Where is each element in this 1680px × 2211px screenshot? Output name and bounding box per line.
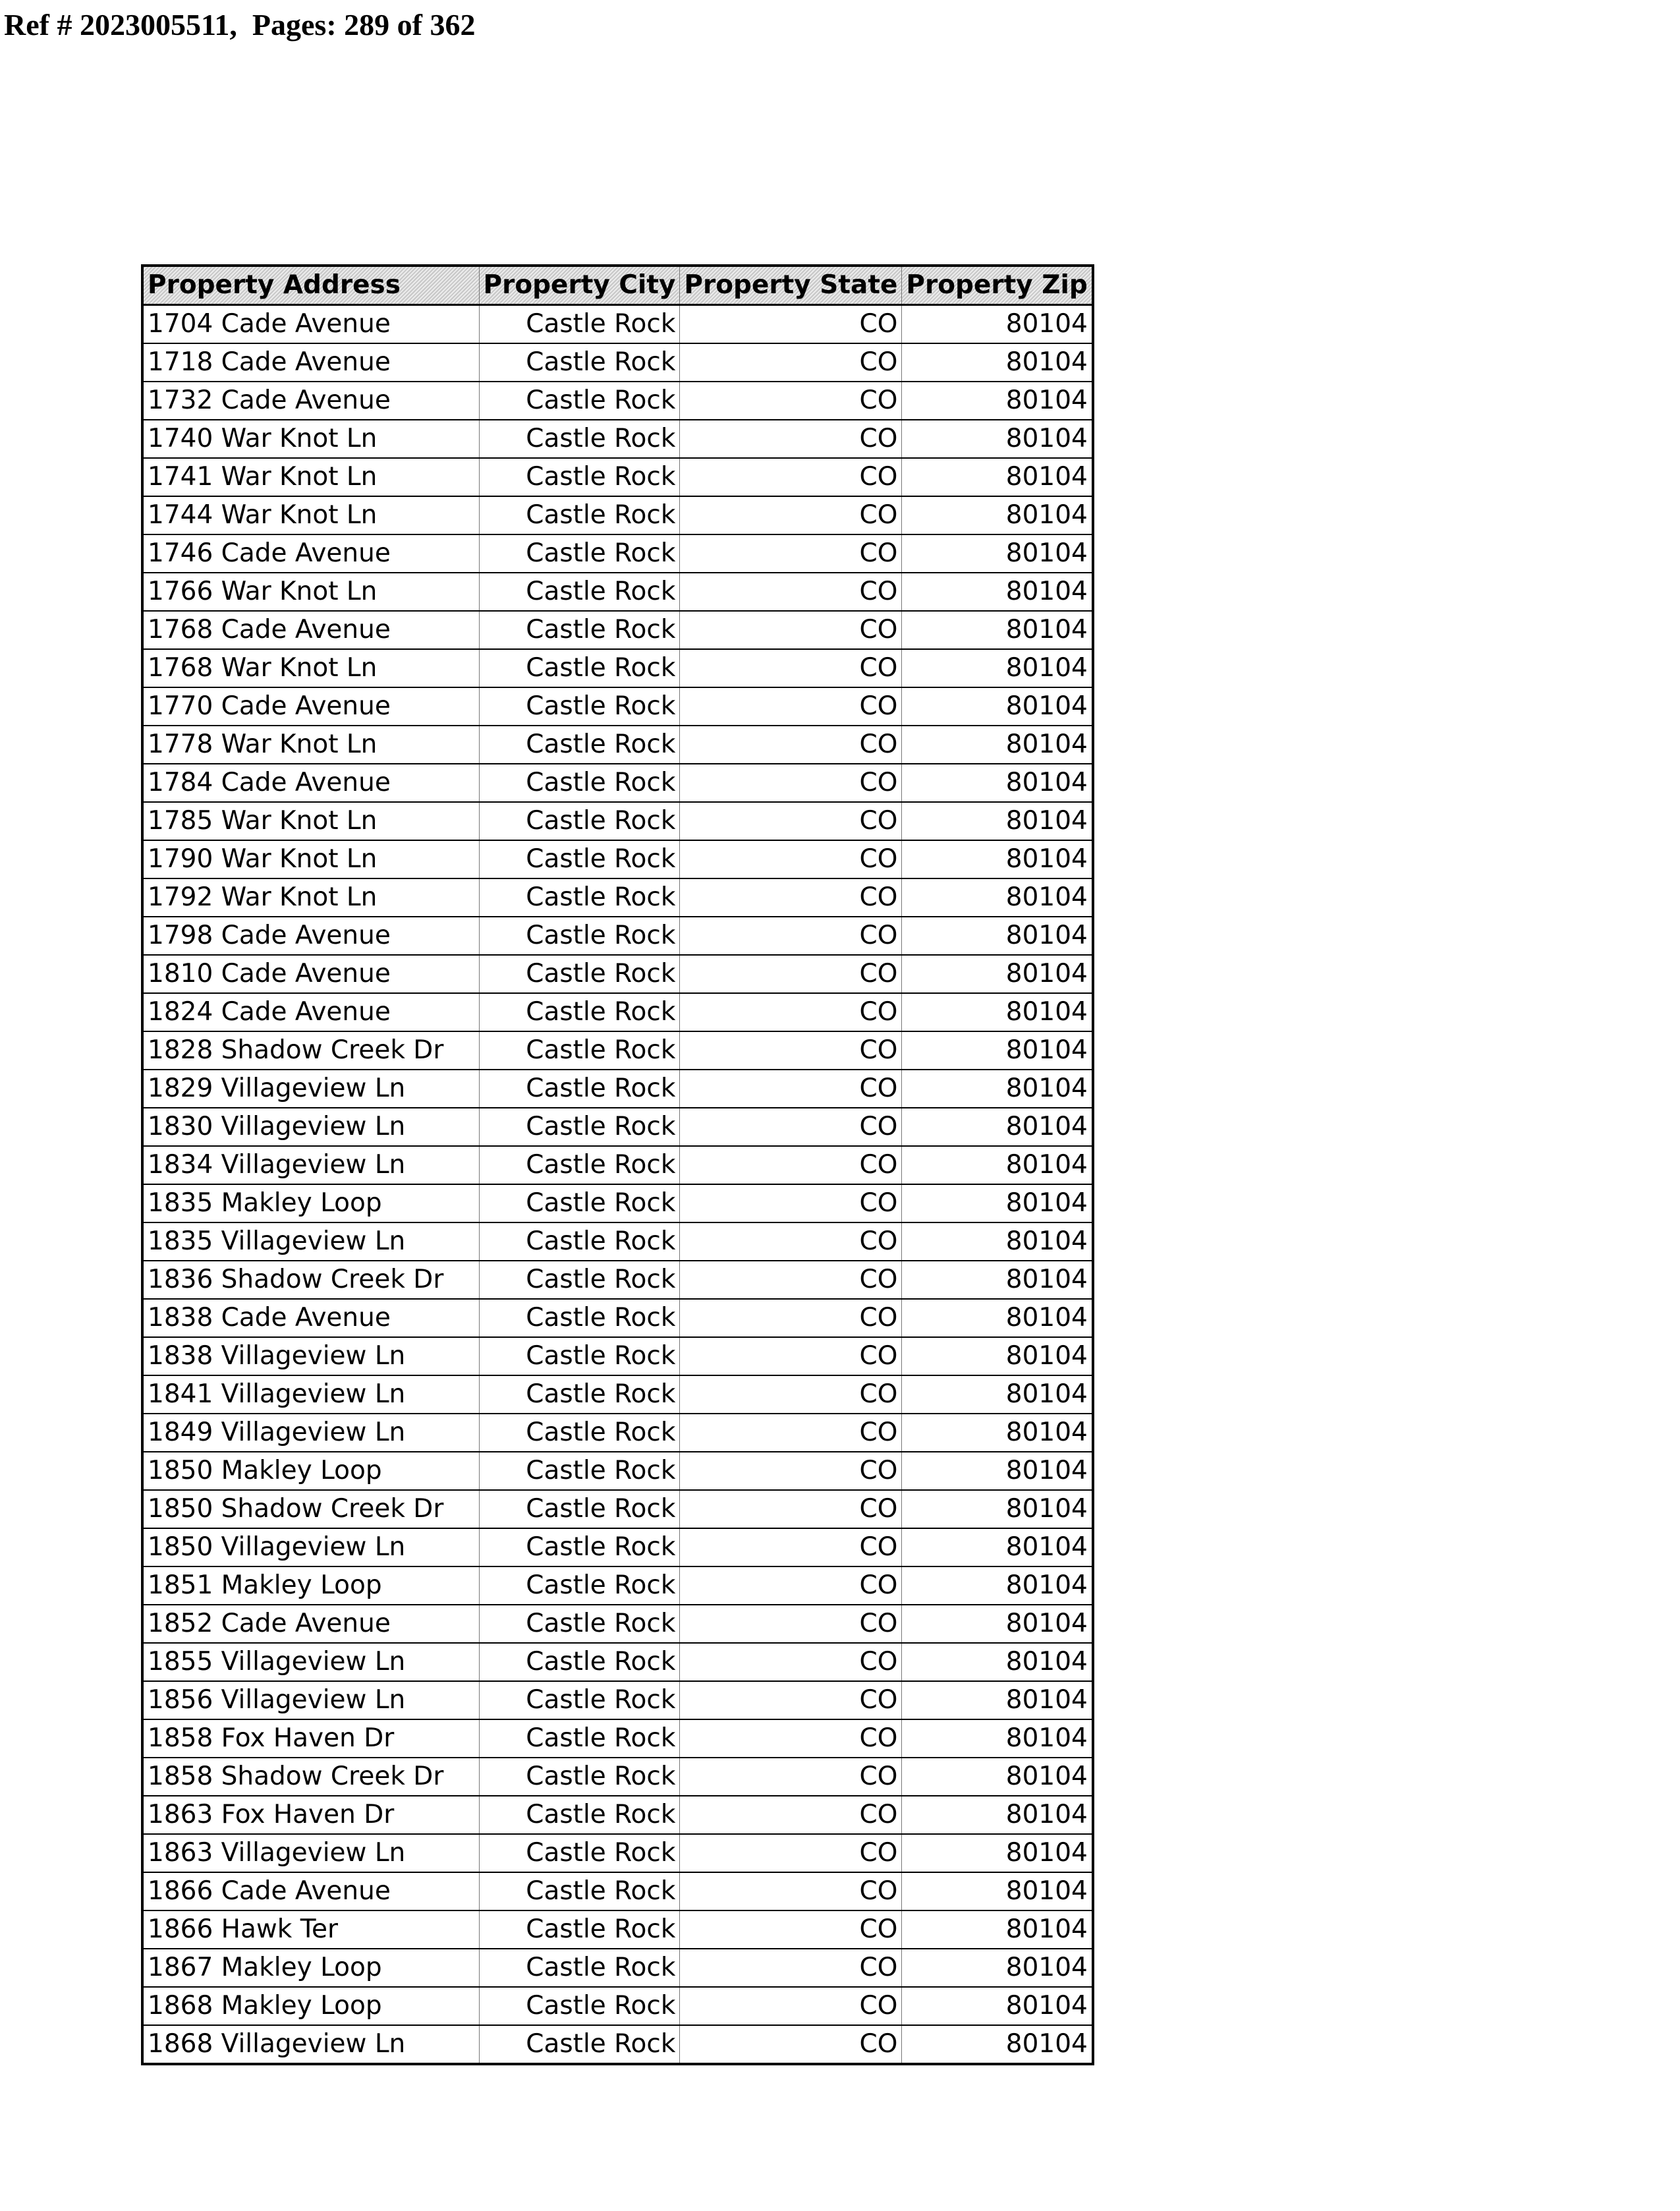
cell-property-state: CO xyxy=(680,1184,902,1222)
cell-property-address: 1829 Villageview Ln xyxy=(142,1070,479,1108)
cell-property-address: 1838 Cade Avenue xyxy=(142,1299,479,1337)
cell-property-zip: 80104 xyxy=(902,1299,1093,1337)
cell-property-address: 1741 War Knot Ln xyxy=(142,458,479,496)
table-row xyxy=(142,343,1093,382)
cell-property-state: CO xyxy=(680,1643,902,1681)
cell-property-zip: 80104 xyxy=(902,1605,1093,1643)
cell-property-city: Castle Rock xyxy=(479,420,680,458)
cell-property-zip: 80104 xyxy=(902,1719,1093,1758)
cell-property-address: 1768 Cade Avenue xyxy=(142,611,479,649)
cell-property-state: CO xyxy=(680,726,902,764)
cell-property-state: CO xyxy=(680,649,902,687)
cell-property-state: CO xyxy=(680,382,902,420)
cell-property-zip: 80104 xyxy=(902,305,1093,344)
cell-property-zip: 80104 xyxy=(902,1949,1093,1987)
table-row xyxy=(142,1872,1093,1910)
cell-property-zip: 80104 xyxy=(902,687,1093,726)
cell-property-city: Castle Rock xyxy=(479,649,680,687)
table-row xyxy=(142,496,1093,534)
table-row xyxy=(142,1414,1093,1452)
table-row xyxy=(142,1299,1093,1337)
cell-property-state: CO xyxy=(680,534,902,573)
column-header-property-city: Property City xyxy=(479,266,680,305)
cell-property-city: Castle Rock xyxy=(479,1910,680,1949)
cell-property-state: CO xyxy=(680,993,902,1031)
table-header xyxy=(142,266,1093,305)
table-row xyxy=(142,840,1093,878)
cell-property-city: Castle Rock xyxy=(479,496,680,534)
cell-property-city: Castle Rock xyxy=(479,1681,680,1719)
cell-property-address: 1792 War Knot Ln xyxy=(142,878,479,917)
cell-property-city: Castle Rock xyxy=(479,382,680,420)
cell-property-zip: 80104 xyxy=(902,1490,1093,1528)
table-row xyxy=(142,1261,1093,1299)
cell-property-address: 1828 Shadow Creek Dr xyxy=(142,1031,479,1070)
cell-property-city: Castle Rock xyxy=(479,1146,680,1184)
cell-property-city: Castle Rock xyxy=(479,726,680,764)
cell-property-zip: 80104 xyxy=(902,1834,1093,1872)
table-row xyxy=(142,1910,1093,1949)
table-row xyxy=(142,687,1093,726)
cell-property-address: 1838 Villageview Ln xyxy=(142,1337,479,1375)
cell-property-city: Castle Rock xyxy=(479,840,680,878)
cell-property-city: Castle Rock xyxy=(479,2025,680,2064)
cell-property-zip: 80104 xyxy=(902,917,1093,955)
cell-property-city: Castle Rock xyxy=(479,611,680,649)
cell-property-zip: 80104 xyxy=(902,420,1093,458)
cell-property-zip: 80104 xyxy=(902,496,1093,534)
table-row xyxy=(142,1184,1093,1222)
cell-property-address: 1704 Cade Avenue xyxy=(142,305,479,344)
cell-property-state: CO xyxy=(680,1528,902,1566)
cell-property-address: 1850 Villageview Ln xyxy=(142,1528,479,1566)
cell-property-zip: 80104 xyxy=(902,1070,1093,1108)
cell-property-address: 1834 Villageview Ln xyxy=(142,1146,479,1184)
cell-property-zip: 80104 xyxy=(902,1375,1093,1414)
cell-property-zip: 80104 xyxy=(902,1414,1093,1452)
cell-property-city: Castle Rock xyxy=(479,1375,680,1414)
cell-property-zip: 80104 xyxy=(902,1987,1093,2025)
table-row xyxy=(142,764,1093,802)
cell-property-zip: 80104 xyxy=(902,1758,1093,1796)
cell-property-state: CO xyxy=(680,1375,902,1414)
column-header-property-state: Property State xyxy=(680,266,902,305)
cell-property-state: CO xyxy=(680,1719,902,1758)
cell-property-city: Castle Rock xyxy=(479,1222,680,1261)
table-row xyxy=(142,1222,1093,1261)
cell-property-address: 1830 Villageview Ln xyxy=(142,1108,479,1146)
cell-property-state: CO xyxy=(680,917,902,955)
table-row xyxy=(142,1605,1093,1643)
cell-property-zip: 80104 xyxy=(902,1643,1093,1681)
cell-property-zip: 80104 xyxy=(902,1681,1093,1719)
cell-property-state: CO xyxy=(680,1872,902,1910)
cell-property-zip: 80104 xyxy=(902,573,1093,611)
cell-property-zip: 80104 xyxy=(902,611,1093,649)
cell-property-address: 1835 Villageview Ln xyxy=(142,1222,479,1261)
cell-property-state: CO xyxy=(680,343,902,382)
cell-property-city: Castle Rock xyxy=(479,764,680,802)
cell-property-zip: 80104 xyxy=(902,726,1093,764)
cell-property-city: Castle Rock xyxy=(479,1184,680,1222)
cell-property-zip: 80104 xyxy=(902,878,1093,917)
table-row xyxy=(142,611,1093,649)
table-row xyxy=(142,1528,1093,1566)
cell-property-city: Castle Rock xyxy=(479,1414,680,1452)
cell-property-address: 1835 Makley Loop xyxy=(142,1184,479,1222)
cell-property-address: 1852 Cade Avenue xyxy=(142,1605,479,1643)
cell-property-address: 1867 Makley Loop xyxy=(142,1949,479,1987)
cell-property-zip: 80104 xyxy=(902,1528,1093,1566)
cell-property-city: Castle Rock xyxy=(479,1834,680,1872)
table-row xyxy=(142,2025,1093,2064)
cell-property-city: Castle Rock xyxy=(479,1528,680,1566)
cell-property-state: CO xyxy=(680,1490,902,1528)
cell-property-city: Castle Rock xyxy=(479,1261,680,1299)
table-row xyxy=(142,1758,1093,1796)
cell-property-state: CO xyxy=(680,1796,902,1834)
cell-property-state: CO xyxy=(680,305,902,344)
cell-property-state: CO xyxy=(680,1566,902,1605)
cell-property-zip: 80104 xyxy=(902,382,1093,420)
cell-property-zip: 80104 xyxy=(902,1796,1093,1834)
table-row xyxy=(142,726,1093,764)
cell-property-zip: 80104 xyxy=(902,1031,1093,1070)
cell-property-city: Castle Rock xyxy=(479,1108,680,1146)
cell-property-address: 1863 Villageview Ln xyxy=(142,1834,479,1872)
cell-property-address: 1810 Cade Avenue xyxy=(142,955,479,993)
cell-property-address: 1850 Shadow Creek Dr xyxy=(142,1490,479,1528)
cell-property-state: CO xyxy=(680,2025,902,2064)
cell-property-address: 1851 Makley Loop xyxy=(142,1566,479,1605)
cell-property-city: Castle Rock xyxy=(479,1987,680,2025)
cell-property-address: 1868 Makley Loop xyxy=(142,1987,479,2025)
table-row xyxy=(142,1070,1093,1108)
property-table xyxy=(141,264,1094,2065)
cell-property-zip: 80104 xyxy=(902,1452,1093,1490)
cell-property-city: Castle Rock xyxy=(479,1490,680,1528)
cell-property-state: CO xyxy=(680,840,902,878)
table-row xyxy=(142,1719,1093,1758)
cell-property-address: 1784 Cade Avenue xyxy=(142,764,479,802)
column-header-property-address: Property Address xyxy=(142,266,479,305)
cell-property-city: Castle Rock xyxy=(479,534,680,573)
cell-property-address: 1770 Cade Avenue xyxy=(142,687,479,726)
table-row xyxy=(142,1566,1093,1605)
cell-property-state: CO xyxy=(680,1146,902,1184)
cell-property-address: 1858 Fox Haven Dr xyxy=(142,1719,479,1758)
table-row xyxy=(142,1643,1093,1681)
cell-property-state: CO xyxy=(680,496,902,534)
cell-property-address: 1785 War Knot Ln xyxy=(142,802,479,840)
cell-property-city: Castle Rock xyxy=(479,1031,680,1070)
cell-property-address: 1850 Makley Loop xyxy=(142,1452,479,1490)
cell-property-zip: 80104 xyxy=(902,1337,1093,1375)
cell-property-address: 1866 Cade Avenue xyxy=(142,1872,479,1910)
table-row xyxy=(142,649,1093,687)
cell-property-state: CO xyxy=(680,1681,902,1719)
cell-property-address: 1798 Cade Avenue xyxy=(142,917,479,955)
cell-property-city: Castle Rock xyxy=(479,687,680,726)
table-row xyxy=(142,1987,1093,2025)
cell-property-state: CO xyxy=(680,1605,902,1643)
cell-property-state: CO xyxy=(680,1337,902,1375)
cell-property-city: Castle Rock xyxy=(479,1949,680,1987)
cell-property-state: CO xyxy=(680,1261,902,1299)
table-row xyxy=(142,1796,1093,1834)
table-row xyxy=(142,1834,1093,1872)
cell-property-state: CO xyxy=(680,878,902,917)
cell-property-city: Castle Rock xyxy=(479,305,680,344)
table-row xyxy=(142,1108,1093,1146)
cell-property-state: CO xyxy=(680,1299,902,1337)
cell-property-state: CO xyxy=(680,1758,902,1796)
cell-property-address: 1849 Villageview Ln xyxy=(142,1414,479,1452)
cell-property-address: 1841 Villageview Ln xyxy=(142,1375,479,1414)
cell-property-zip: 80104 xyxy=(902,802,1093,840)
cell-property-state: CO xyxy=(680,1108,902,1146)
table-row xyxy=(142,458,1093,496)
cell-property-address: 1858 Shadow Creek Dr xyxy=(142,1758,479,1796)
cell-property-city: Castle Rock xyxy=(479,955,680,993)
table-body xyxy=(142,305,1093,2065)
table-row xyxy=(142,1949,1093,1987)
cell-property-state: CO xyxy=(680,1987,902,2025)
cell-property-state: CO xyxy=(680,420,902,458)
cell-property-address: 1863 Fox Haven Dr xyxy=(142,1796,479,1834)
cell-property-city: Castle Rock xyxy=(479,1605,680,1643)
cell-property-city: Castle Rock xyxy=(479,1566,680,1605)
cell-property-zip: 80104 xyxy=(902,1222,1093,1261)
table-row xyxy=(142,1452,1093,1490)
cell-property-state: CO xyxy=(680,1070,902,1108)
cell-property-city: Castle Rock xyxy=(479,1719,680,1758)
cell-property-zip: 80104 xyxy=(902,955,1093,993)
cell-property-state: CO xyxy=(680,458,902,496)
cell-property-address: 1766 War Knot Ln xyxy=(142,573,479,611)
table-row xyxy=(142,993,1093,1031)
cell-property-city: Castle Rock xyxy=(479,458,680,496)
cell-property-zip: 80104 xyxy=(902,458,1093,496)
table-row xyxy=(142,534,1093,573)
cell-property-city: Castle Rock xyxy=(479,1872,680,1910)
cell-property-state: CO xyxy=(680,1414,902,1452)
table-row xyxy=(142,573,1093,611)
cell-property-zip: 80104 xyxy=(902,840,1093,878)
cell-property-zip: 80104 xyxy=(902,1566,1093,1605)
table-row xyxy=(142,1146,1093,1184)
cell-property-zip: 80104 xyxy=(902,2025,1093,2064)
cell-property-state: CO xyxy=(680,1031,902,1070)
cell-property-city: Castle Rock xyxy=(479,878,680,917)
table-row xyxy=(142,305,1093,344)
cell-property-city: Castle Rock xyxy=(479,343,680,382)
cell-property-zip: 80104 xyxy=(902,343,1093,382)
table-row xyxy=(142,1337,1093,1375)
cell-property-zip: 80104 xyxy=(902,1184,1093,1222)
cell-property-city: Castle Rock xyxy=(479,993,680,1031)
cell-property-zip: 80104 xyxy=(902,1108,1093,1146)
cell-property-city: Castle Rock xyxy=(479,1337,680,1375)
cell-property-city: Castle Rock xyxy=(479,1299,680,1337)
cell-property-address: 1790 War Knot Ln xyxy=(142,840,479,878)
cell-property-state: CO xyxy=(680,1910,902,1949)
cell-property-address: 1732 Cade Avenue xyxy=(142,382,479,420)
header-row xyxy=(142,266,1093,305)
cell-property-state: CO xyxy=(680,573,902,611)
cell-property-state: CO xyxy=(680,955,902,993)
cell-property-address: 1855 Villageview Ln xyxy=(142,1643,479,1681)
cell-property-city: Castle Rock xyxy=(479,802,680,840)
cell-property-state: CO xyxy=(680,764,902,802)
cell-property-city: Castle Rock xyxy=(479,1070,680,1108)
cell-property-zip: 80104 xyxy=(902,993,1093,1031)
cell-property-city: Castle Rock xyxy=(479,917,680,955)
cell-property-zip: 80104 xyxy=(902,764,1093,802)
cell-property-zip: 80104 xyxy=(902,534,1093,573)
cell-property-state: CO xyxy=(680,1949,902,1987)
table-row xyxy=(142,420,1093,458)
reference-header: Ref # 2023005511, Pages: 289 of 362 xyxy=(4,8,476,42)
cell-property-address: 1740 War Knot Ln xyxy=(142,420,479,458)
cell-property-address: 1824 Cade Avenue xyxy=(142,993,479,1031)
cell-property-state: CO xyxy=(680,1834,902,1872)
cell-property-city: Castle Rock xyxy=(479,1452,680,1490)
cell-property-state: CO xyxy=(680,1452,902,1490)
cell-property-city: Castle Rock xyxy=(479,1796,680,1834)
cell-property-state: CO xyxy=(680,802,902,840)
cell-property-address: 1868 Villageview Ln xyxy=(142,2025,479,2064)
cell-property-city: Castle Rock xyxy=(479,1758,680,1796)
table-row xyxy=(142,382,1093,420)
cell-property-zip: 80104 xyxy=(902,1872,1093,1910)
cell-property-address: 1768 War Knot Ln xyxy=(142,649,479,687)
column-header-property-zip: Property Zip xyxy=(902,266,1093,305)
cell-property-state: CO xyxy=(680,1222,902,1261)
cell-property-zip: 80104 xyxy=(902,1146,1093,1184)
cell-property-zip: 80104 xyxy=(902,1261,1093,1299)
cell-property-state: CO xyxy=(680,687,902,726)
table-row xyxy=(142,917,1093,955)
cell-property-city: Castle Rock xyxy=(479,1643,680,1681)
cell-property-address: 1778 War Knot Ln xyxy=(142,726,479,764)
cell-property-city: Castle Rock xyxy=(479,573,680,611)
table-row xyxy=(142,1031,1093,1070)
cell-property-address: 1744 War Knot Ln xyxy=(142,496,479,534)
cell-property-state: CO xyxy=(680,611,902,649)
table-row xyxy=(142,955,1093,993)
table-row xyxy=(142,802,1093,840)
cell-property-address: 1746 Cade Avenue xyxy=(142,534,479,573)
cell-property-address: 1718 Cade Avenue xyxy=(142,343,479,382)
table-row xyxy=(142,1681,1093,1719)
table-row xyxy=(142,1375,1093,1414)
cell-property-zip: 80104 xyxy=(902,649,1093,687)
table-row xyxy=(142,878,1093,917)
cell-property-zip: 80104 xyxy=(902,1910,1093,1949)
cell-property-address: 1866 Hawk Ter xyxy=(142,1910,479,1949)
cell-property-address: 1856 Villageview Ln xyxy=(142,1681,479,1719)
cell-property-address: 1836 Shadow Creek Dr xyxy=(142,1261,479,1299)
table-row xyxy=(142,1490,1093,1528)
